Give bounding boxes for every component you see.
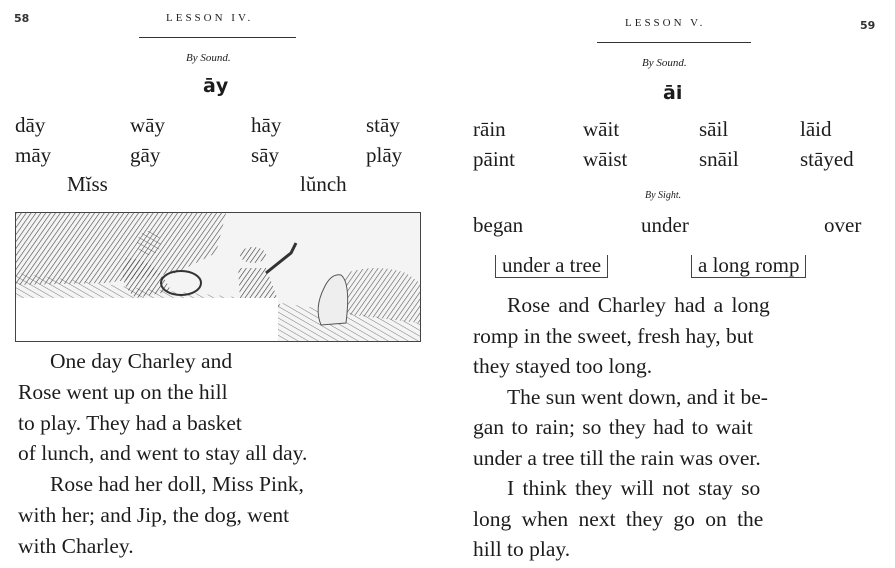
word: māy xyxy=(15,143,52,167)
page-number: 58 xyxy=(14,12,30,25)
sound-heading: āi xyxy=(663,82,683,104)
text-line: The sun went down, and it be- xyxy=(507,385,768,409)
text-line: hill to play. xyxy=(473,537,571,561)
word: rāin xyxy=(473,117,506,141)
text-line: One day Charley and xyxy=(50,349,233,373)
word: sāil xyxy=(699,117,729,141)
by-sound-label: By Sound. xyxy=(186,52,231,64)
lesson-title: LESSON IV. xyxy=(166,12,254,24)
text-line: gan to rain; so they had to wait xyxy=(473,415,753,439)
title-rule xyxy=(597,42,751,43)
text-line: with Charley. xyxy=(18,534,134,558)
text-line: to play. They had a basket xyxy=(18,411,242,435)
text-wrap-cutout xyxy=(16,298,278,342)
word: Mĭss xyxy=(67,172,108,196)
word: lāid xyxy=(800,117,832,141)
sight-word: over xyxy=(824,213,862,237)
text-line: Rose went up on the hill xyxy=(18,380,228,404)
sound-heading: āy xyxy=(203,75,229,97)
word: snāil xyxy=(699,147,739,171)
by-sight-label: By Sight. xyxy=(645,190,682,201)
text-line: Rose and Charley had a long xyxy=(507,293,770,317)
word: lŭnch xyxy=(300,172,347,196)
lesson-title: LESSON V. xyxy=(625,17,706,29)
text-line: long when next they go on the xyxy=(473,507,764,531)
word: wāist xyxy=(583,147,628,171)
word: dāy xyxy=(15,113,46,137)
word: hāy xyxy=(251,113,282,137)
page-number: 59 xyxy=(860,19,876,32)
word: stāyed xyxy=(800,147,854,171)
word: wāit xyxy=(583,117,620,141)
by-sound-label: By Sound. xyxy=(642,57,687,69)
text-line: Rose had her doll, Miss Pink, xyxy=(50,472,304,496)
word: stāy xyxy=(366,113,400,137)
word: sāy xyxy=(251,143,279,167)
text-line: romp in the sweet, fresh hay, but xyxy=(473,324,754,348)
text-line: of lunch, and went to stay all day. xyxy=(18,441,308,465)
word: gāy xyxy=(130,143,161,167)
text-line: with her; and Jip, the dog, went xyxy=(18,503,290,527)
phrase-box: under a tree xyxy=(495,255,608,278)
word: wāy xyxy=(130,113,165,137)
sight-word: began xyxy=(473,213,524,237)
word: pāint xyxy=(473,147,515,171)
text-line: they stayed too long. xyxy=(473,354,653,378)
title-rule xyxy=(139,37,296,38)
illustration xyxy=(15,212,421,342)
phrase-box: a long romp xyxy=(691,255,806,278)
sight-word: under xyxy=(641,213,689,237)
text-line: I think they will not stay so xyxy=(507,476,761,500)
word: plāy xyxy=(366,143,403,167)
right-page xyxy=(450,0,895,568)
text-line: under a tree till the rain was over. xyxy=(473,446,761,470)
